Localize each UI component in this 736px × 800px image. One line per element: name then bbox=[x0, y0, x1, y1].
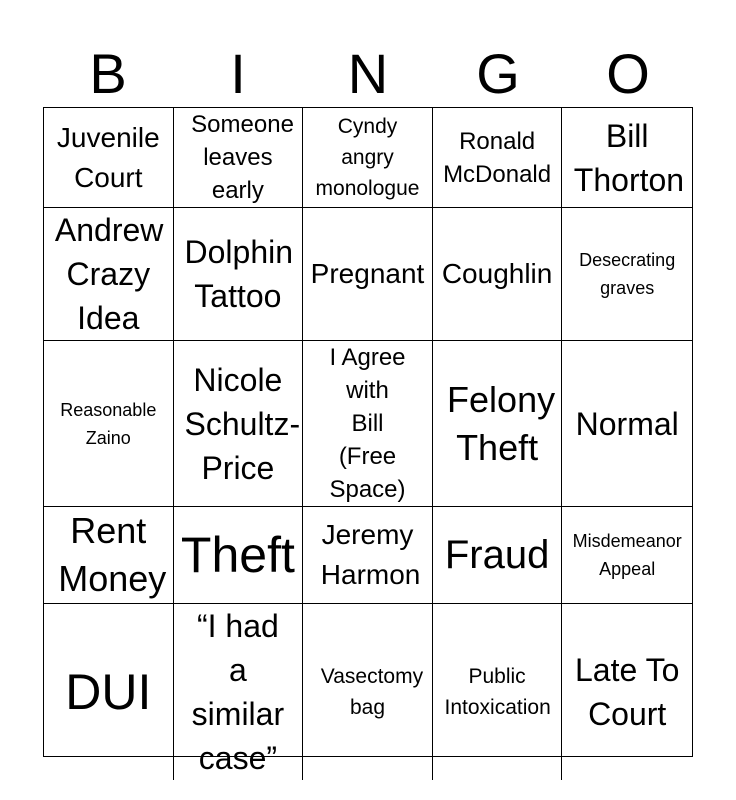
bingo-cell-r4-c5[interactable] bbox=[562, 507, 692, 604]
cell-label: Someone leaves early bbox=[191, 111, 294, 204]
header-letter-g: G bbox=[476, 42, 520, 105]
header-letter-n: N bbox=[347, 42, 389, 105]
bingo-cell-r3-c1[interactable] bbox=[44, 341, 174, 507]
cell-label: Pregnant bbox=[310, 258, 425, 289]
cell-label: Public Intoxication bbox=[444, 665, 551, 719]
bingo-cell-r1-c5[interactable] bbox=[562, 108, 692, 208]
cell-label: Vasectomy bag bbox=[320, 665, 424, 719]
bingo-cell-r3-c2[interactable] bbox=[174, 341, 304, 507]
cell-label: Late To Court bbox=[574, 652, 680, 732]
cell-label: Nicole Schultz-Price bbox=[184, 361, 301, 486]
bingo-cell-r1-c2[interactable] bbox=[174, 108, 304, 208]
cell-label: Bill Thorton bbox=[573, 117, 685, 198]
cell-label: Reasonable Zaino bbox=[60, 399, 157, 448]
bingo-cell-r1-c1[interactable] bbox=[44, 108, 174, 208]
cell-label: Jeremy Harmon bbox=[320, 519, 421, 590]
cell-label: Felony Theft bbox=[447, 378, 556, 468]
bingo-cell-r4-c2[interactable] bbox=[174, 507, 304, 604]
bingo-cell-r1-c4[interactable] bbox=[433, 108, 563, 208]
bingo-cell-r3-c4[interactable] bbox=[433, 341, 563, 507]
cell-label: Rent Money bbox=[58, 510, 167, 599]
cell-label: Normal bbox=[575, 405, 679, 442]
bingo-cell-r2-c4[interactable] bbox=[433, 208, 563, 341]
header-letter-i: I bbox=[230, 42, 246, 105]
bingo-cell-r5-c2[interactable] bbox=[174, 604, 304, 780]
header-letter-o: O bbox=[606, 42, 650, 105]
cell-label: Ronald McDonald bbox=[443, 127, 552, 188]
cell-label: Fraud bbox=[444, 533, 550, 577]
cell-label: Desecrating graves bbox=[579, 250, 676, 298]
free-space-label: I Agree with Bill (Free Space) bbox=[329, 344, 406, 503]
bingo-cell-r5-c5[interactable] bbox=[562, 604, 692, 780]
bingo-cell-r3-c3[interactable] bbox=[303, 341, 433, 507]
bingo-cell-r4-c4[interactable] bbox=[433, 507, 563, 604]
bingo-cell-r5-c3[interactable] bbox=[303, 604, 433, 780]
cell-label: Cyndy angry monologue bbox=[315, 115, 420, 200]
bingo-cell-r1-c3[interactable] bbox=[303, 108, 433, 208]
bingo-cell-r4-c1[interactable] bbox=[44, 507, 174, 604]
bingo-cell-r2-c1[interactable] bbox=[44, 208, 174, 341]
cell-label: Juvenile Court bbox=[56, 121, 160, 193]
header-letter-b: B bbox=[89, 42, 127, 105]
bingo-cell-r2-c2[interactable] bbox=[174, 208, 304, 341]
cell-label: Coughlin bbox=[441, 258, 553, 289]
bingo-cell-r5-c4[interactable] bbox=[433, 604, 563, 780]
bingo-cell-r4-c3[interactable] bbox=[303, 507, 433, 604]
cell-label: Theft bbox=[180, 527, 295, 583]
cell-label: “I had a similar case” bbox=[191, 608, 285, 776]
cell-label: Misdemeanor Appeal bbox=[572, 531, 682, 579]
cell-label: Andrew Crazy Idea bbox=[54, 212, 164, 336]
cell-label: Dolphin Tattoo bbox=[184, 234, 294, 314]
bingo-header bbox=[43, 40, 693, 108]
cell-label: DUI bbox=[65, 664, 152, 720]
bingo-card bbox=[43, 107, 693, 776]
bingo-cell-r2-c3[interactable] bbox=[303, 208, 433, 341]
bingo-cell-r5-c1[interactable] bbox=[44, 604, 174, 780]
bingo-cell-r2-c5[interactable] bbox=[562, 208, 692, 341]
bingo-cell-r3-c5[interactable] bbox=[562, 341, 692, 507]
